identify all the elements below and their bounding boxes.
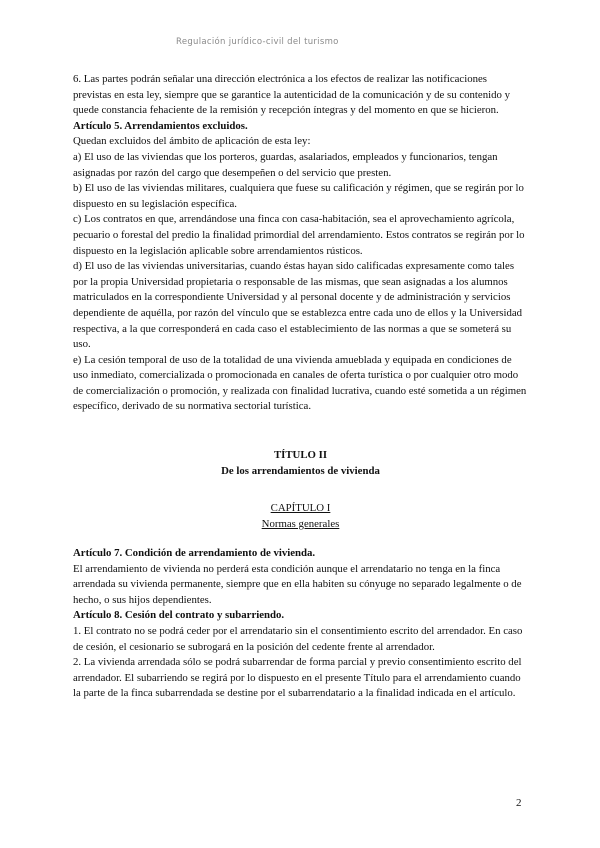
article-5-item-d: d) El uso de las viviendas universitarias, cuando éstas hayan sido calificadas expresamente como tales por la propia Universidad propietaria o responsable de las mismas, que sean asignadas a los alumnos matriculados en la correspondiente Universidad y al personal docente y de administración y servicios dependiente de aquélla, por razón del vínculo que se establezca entre cada uno de ellos y la Universidad respectiva, a la que corresponderá en cada caso el establecimiento de las normas a que se someterá su uso.: [73, 260, 523, 351]
article-5-item-c: c) Los contratos en que, arrendándose una finca con casa-habitación, sea el aprovechamiento agrícola, pecuario o forestal del predio la finalidad primordial del arrendamiento. Estos contratos se regirán por lo dispuesto en la legislación aplicable sobre arrendamientos rústicos.: [73, 213, 525, 257]
article-8-heading: Artículo 8. Cesión del contrato y subarriendo.: [73, 609, 285, 622]
running-header: Regulación jurídico-civil del turismo: [176, 37, 339, 47]
article-5-intro: Quedan excluidos del ámbito de aplicación de esta ley:: [73, 135, 311, 148]
title-heading: TÍTULO II: [273, 449, 328, 462]
article-5-heading: Artículo 5. Arrendamientos excluidos.: [73, 119, 248, 132]
paragraph-6: 6. Las partes podrán señalar una dirección electrónica a los efectos de realizar las notificaciones previstas en esta ley, siempre que se garantice la autenticidad de la comunicación y de su contenido y quede constancia fehaciente de la remisión y recepción íntegras y del momento en que se hicieron.: [73, 73, 511, 117]
document-body: [73, 72, 528, 702]
chapter-block: [73, 500, 528, 532]
article-7-body: El arrendamiento de vivienda no perderá esta condición aunque el arrendatario no tenga en la finca arrendada su vivienda permanente, siempre que en ella habiten su cónyuge no separado legalmente o de hecho, o sus hijos dependientes.: [73, 562, 522, 606]
article-8-item-2: 2. La vivienda arrendada sólo se podrá subarrendar de forma parcial y previo consentimiento escrito del arrendador. El subarriendo se regirá por lo dispuesto en el presente Título para el arrendamiento cuando la parte de la finca subarrendada se destine por el subarrendatario a la finalidad indicada en el artículo.: [73, 656, 522, 700]
page-number: 2: [516, 797, 522, 809]
article-7-heading: Artículo 7. Condición de arrendamiento de vivienda.: [73, 547, 316, 560]
article-5-item-a: a) El uso de las viviendas que los porteros, guardas, asalariados, empleados y funcionarios, tengan asignadas por razón del cargo que desempeñen o del servicio que presten.: [73, 150, 498, 179]
article-5-item-b: b) El uso de las viviendas militares, cualquiera que fuese su calificación y régimen, que se regirán por lo dispuesto en su legislación específica.: [73, 182, 524, 210]
title-subtitle: De los arrendamientos de vivienda: [221, 465, 380, 478]
article-5-item-e: e) La cesión temporal de uso de la totalidad de una vivienda amueblada y equipada en condiciones de uso inmediato, comercializada o promocionada en canales de oferta turística o por cualquier otro modo de comercialización o promoción, y realizada con finalidad lucrativa, cuando esté sometida a un régimen específico, derivado de su normativa sectorial turística.: [73, 353, 527, 413]
chapter-heading: CAPÍTULO I: [270, 502, 331, 515]
chapter-subtitle: Normas generales: [261, 518, 340, 531]
article-8-item-1: 1. El contrato no se podrá ceder por el arrendatario sin el consentimiento escrito del arrendador. En caso de cesión, el cesionario se subrogará en la posición del cedente frente al arrendador.: [73, 625, 523, 653]
title-block: [73, 447, 528, 479]
